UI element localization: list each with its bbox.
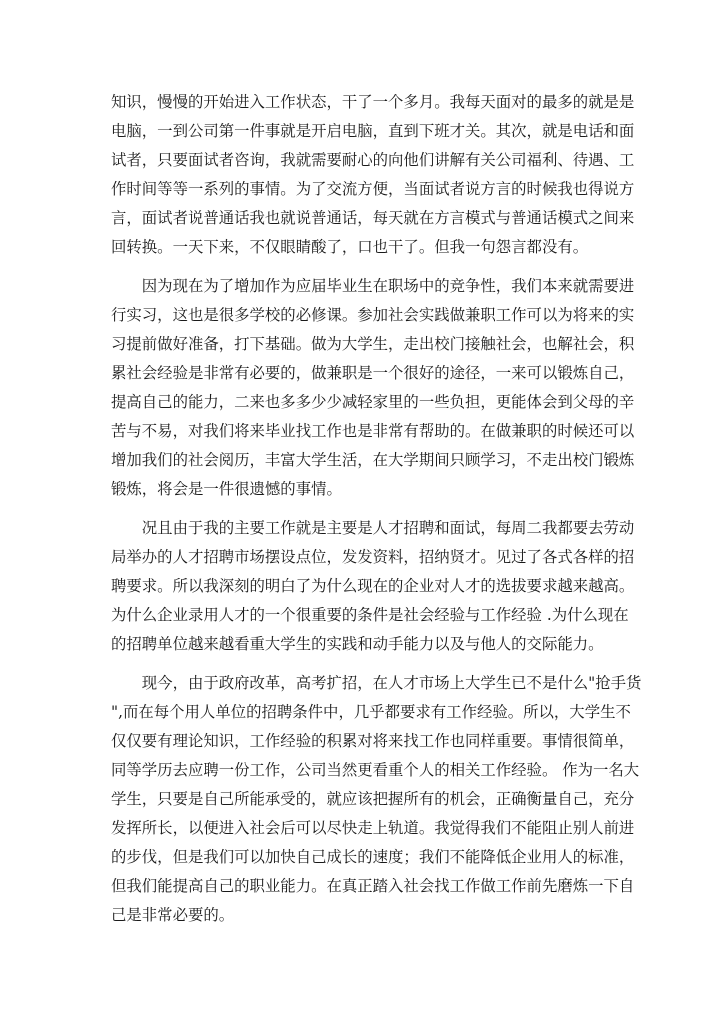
- text-line: 试者，只要面试者咨询，我就需要耐心的向他们讲解有关公司福利、待遇、工: [111, 151, 635, 169]
- text-line: 但我们能提高自己的职业能力。在真正踏入社会找工作做工作前先磨炼一下自: [111, 877, 635, 895]
- text-line: 电脑，一到公司第一件事就是开启电脑，直到下班才关。其次，就是电话和面: [111, 122, 635, 140]
- text-line: 发挥所长，以便进入社会后可以尽快走上轨道。我觉得我们不能阻止别人前进: [111, 819, 635, 837]
- text-line: 作时间等等一系列的事情。为了交流方便，当面试者说方言的时候我也得说方: [111, 180, 635, 198]
- text-line: 累社会经验是非常有必要的，做兼职是一个很好的途径，一来可以锻炼自己，: [111, 364, 635, 382]
- text-line: 增加我们的社会阅历，丰富大学生活，在大学期间只顾学习，不走出校门锻炼: [111, 451, 635, 469]
- text-line: 的步伐，但是我们可以加快自己成长的速度；我们不能降低企业用人的标准，: [111, 848, 635, 866]
- text-line: 同等学历去应聘一份工作，公司当然更看重个人的相关工作经验。 作为一名大: [111, 761, 640, 779]
- text-line: 仅仅要有理论知识，工作经验的积累对将来找工作也同样重要。事情很简单，: [111, 732, 635, 750]
- text-line: 习提前做好准备，打下基础。做为大学生，走出校门接触社会，也解社会，积: [111, 335, 635, 353]
- text-line: 的招聘单位越来越看重大学生的实践和动手能力以及与他人的交际能力。: [111, 635, 604, 653]
- document-body: [111, 88, 642, 940]
- text-line: 言，面试者说普通话我也就说普通话，每天就在方言模式与普通话模式之间来: [111, 209, 635, 227]
- paragraph-4: [111, 669, 642, 930]
- text-line: 行实习，这也是很多学校的必修课。参加社会实践做兼职工作可以为将来的实: [111, 306, 635, 324]
- text-line: 知识，慢慢的开始进入工作状态，干了一个多月。我每天面对的最多的就是是: [111, 93, 635, 111]
- text-line: 学生，只要是自己所能承受的，就应该把握所有的机会，正确衡量自己，充分: [111, 790, 635, 808]
- paragraph-1: [111, 88, 635, 262]
- text-line: 苦与不易，对我们将来毕业找工作也是非常有帮助的。在做兼职的时候还可以: [111, 422, 635, 440]
- text-line: 况且由于我的主要工作就是主要是人才招聘和面试，每周二我都要去劳动: [111, 519, 635, 537]
- text-line: 提高自己的能力，二来也多多少少减轻家里的一些负担，更能体会到父母的辛: [111, 393, 635, 411]
- text-line: 为什么企业录用人才的一个很重要的条件是社会经验与工作经验 .为什么现在: [111, 606, 629, 624]
- text-line: 现今，由于政府改革，高考扩招，在人才市场上大学生已不是什么"抢手货: [111, 674, 642, 692]
- text-line: 己是非常必要的。: [111, 906, 235, 924]
- paragraph-2: [111, 272, 635, 504]
- text-line: 锻炼，将会是一件很遗憾的事情。: [111, 480, 342, 498]
- text-line: 聘要求。所以我深刻的明白了为什么现在的企业对人才的选拔要求越来越高。: [111, 577, 635, 595]
- text-line: 回转换。一天下来，不仅眼睛酸了，口也干了。但我一句怨言都没有。: [111, 238, 589, 256]
- text-line: 因为现在为了增加作为应届毕业生在职场中的竞争性，我们本来就需要进: [111, 277, 635, 295]
- text-line: 局举办的人才招聘市场摆设点位，发发资料，招纳贤才。见过了各式各样的招: [111, 548, 635, 566]
- paragraph-3: [111, 514, 635, 659]
- text-line: ",而在每个用人单位的招聘条件中，几乎都要求有工作经验。所以，大学生不: [111, 703, 631, 721]
